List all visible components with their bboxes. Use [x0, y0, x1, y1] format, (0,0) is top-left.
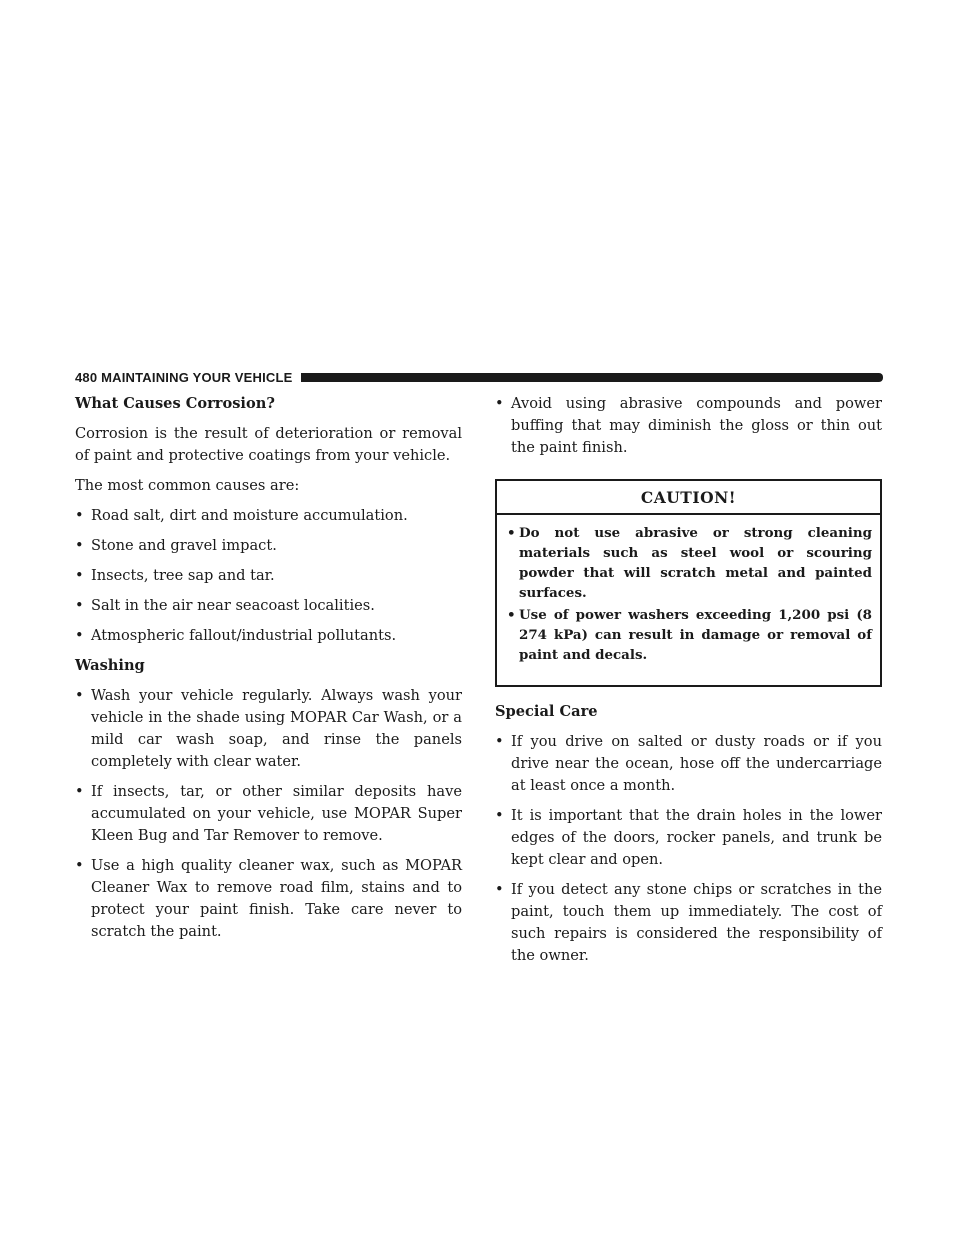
list-item: • It is important that the drain holes in the lower edges of the doors, rocker panels, and trunk be kept clear and open.	[495, 807, 882, 868]
list-item: • If you detect any stone chips or scratches in the paint, touch them up immediately. The cost of such repairs is considered the responsibility of the owner.	[495, 881, 882, 964]
page-number: 480	[75, 369, 98, 385]
page-header	[75, 369, 883, 385]
bullet-icon: •	[495, 807, 504, 824]
page-header-text	[75, 370, 301, 385]
list-item: • Insects, tree sap and tar.	[75, 565, 462, 587]
header-rule	[301, 373, 884, 382]
caution-title: CAUTION!	[497, 481, 880, 515]
right-column	[495, 393, 882, 975]
list-item: • If you drive on salted or dusty roads or if you drive near the ocean, hose off the undercarriage at least once a month.	[495, 733, 882, 794]
list-item: • Atmospheric fallout/industrial pollutants.	[75, 625, 462, 647]
bullet-icon: •	[507, 525, 516, 541]
left-column	[75, 393, 462, 951]
corrosion-heading: What Causes Corrosion?	[75, 395, 275, 412]
corrosion-intro: Corrosion is the result of deterioration or removal of paint and protective coatings from your vehicle.	[75, 425, 462, 464]
bullet-icon: •	[495, 733, 504, 750]
caution-item: • Use of power washers exceeding 1,200 psi (8 274 kPa) can result in damage or removal of paint and decals.	[507, 607, 872, 663]
caution-item: • Do not use abrasive or strong cleaning materials such as steel wool or scouring powder that will scratch metal and painted surfaces.	[507, 525, 872, 601]
caution-body	[497, 515, 880, 685]
bullet-icon: •	[75, 687, 84, 704]
washing-heading: Washing	[75, 657, 145, 674]
list-item: • Road salt, dirt and moisture accumulation.	[75, 505, 462, 527]
causes-intro: The most common causes are:	[75, 477, 300, 494]
bullet-icon: •	[495, 881, 504, 898]
list-item: • Wash your vehicle regularly. Always wash your vehicle in the shade using MOPAR Car Wash, or a mild car wash soap, and rinse the panels completely with clear water.	[75, 687, 462, 770]
bullet-icon: •	[75, 857, 84, 874]
bullet-icon: •	[495, 395, 504, 412]
bullet-icon: •	[75, 567, 84, 584]
bullet-icon: •	[507, 607, 516, 623]
caution-box	[495, 479, 882, 687]
list-item: • Stone and gravel impact.	[75, 535, 462, 557]
bullet-icon: •	[75, 783, 84, 800]
special-care-heading: Special Care	[495, 703, 598, 720]
list-item: • Avoid using abrasive compounds and power buffing that may diminish the gloss or thin out the paint finish.	[495, 395, 882, 456]
section-title: MAINTAINING YOUR VEHICLE	[101, 369, 293, 385]
bullet-icon: •	[75, 537, 84, 554]
list-item: • If insects, tar, or other similar deposits have accumulated on your vehicle, use MOPAR Super Kleen Bug and Tar Remover to remove.	[75, 783, 462, 844]
list-item: • Use a high quality cleaner wax, such as MOPAR Cleaner Wax to remove road film, stains and to protect your paint finish. Take care never to scratch the paint.	[75, 857, 462, 940]
bullet-icon: •	[75, 597, 84, 614]
bullet-icon: •	[75, 627, 84, 644]
list-item: • Salt in the air near seacoast localities.	[75, 595, 462, 617]
bullet-icon: •	[75, 507, 84, 524]
